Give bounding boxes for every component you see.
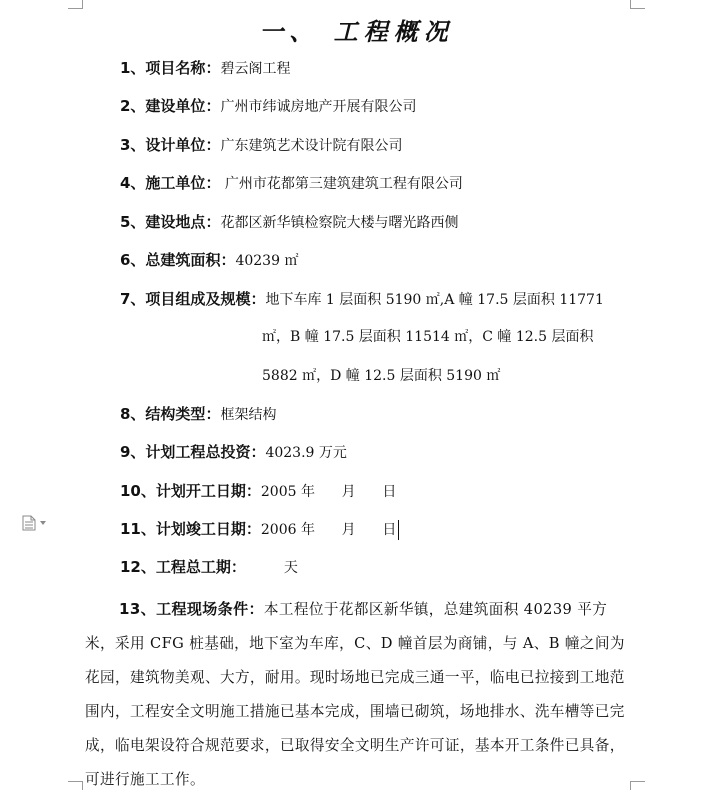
item-project-name: 1、项目名称：碧云阁工程: [120, 59, 291, 77]
item-composition-line2: ㎡，B 幢 17.5 层面积 11514 ㎡，C 幢 12.5 层面积: [262, 329, 594, 345]
site-conditions-paragraph: 13、工程现场条件：本工程位于花都区新华镇，总建筑面积 40239 平方米，采用 CFG 桩基础，地下室为车库，C、D 幢首层为商铺，与 A、B 幢之间为花园，建筑物美观、大方，耐用。现时场地已完成三通一平，临电已拉接到工地范围内，工程安全文明施工措施已基本完成，围墙已砌筑，场地排水、洗车槽等已完成，临电架设符合规范要求，已取得安全文明生产许可证，基本开工条件已具备，可进行施工工作。: [85, 600, 625, 788]
page-corner-mark: [630, 0, 645, 9]
item-total-area: 6、总建筑面积：40239 ㎡: [120, 251, 299, 269]
document-icon[interactable]: [22, 515, 36, 531]
item-start-date: 10、计划开工日期：2005 年 月 日: [120, 482, 397, 500]
dropdown-arrow-icon[interactable]: [40, 521, 46, 525]
item-composition-line3: 5882 ㎡，D 幢 12.5 层面积 5190 ㎡: [262, 368, 501, 384]
item-designer: 3、设计单位：广东建筑艺术设计院有限公司: [120, 136, 403, 154]
item-finish-date: 11、计划竣工日期：2006 年 月 日: [120, 519, 399, 540]
item-investment: 9、计划工程总投资：4023.9 万元: [120, 443, 347, 461]
item-builder: 2、建设单位：广州市纬诚房地产开展有限公司: [120, 97, 417, 115]
item-contractor: 4、施工单位： 广州市花都第三建筑建筑工程有限公司: [120, 174, 463, 192]
item-structure: 8、结构类型：框架结构: [120, 405, 277, 423]
item-location: 5、建设地点：花都区新华镇检察院大楼与曙光路西侧: [120, 213, 459, 231]
page-corner-mark: [68, 0, 83, 9]
item-duration: 12、工程总工期： 天: [120, 558, 298, 576]
text-cursor: [398, 520, 399, 540]
item-composition: 7、项目组成及规模：地下车库 1 层面积 5190 ㎡,A 幢 17.5 层面积 11771: [120, 290, 604, 308]
section-title: 一、 工程概况: [259, 18, 454, 46]
